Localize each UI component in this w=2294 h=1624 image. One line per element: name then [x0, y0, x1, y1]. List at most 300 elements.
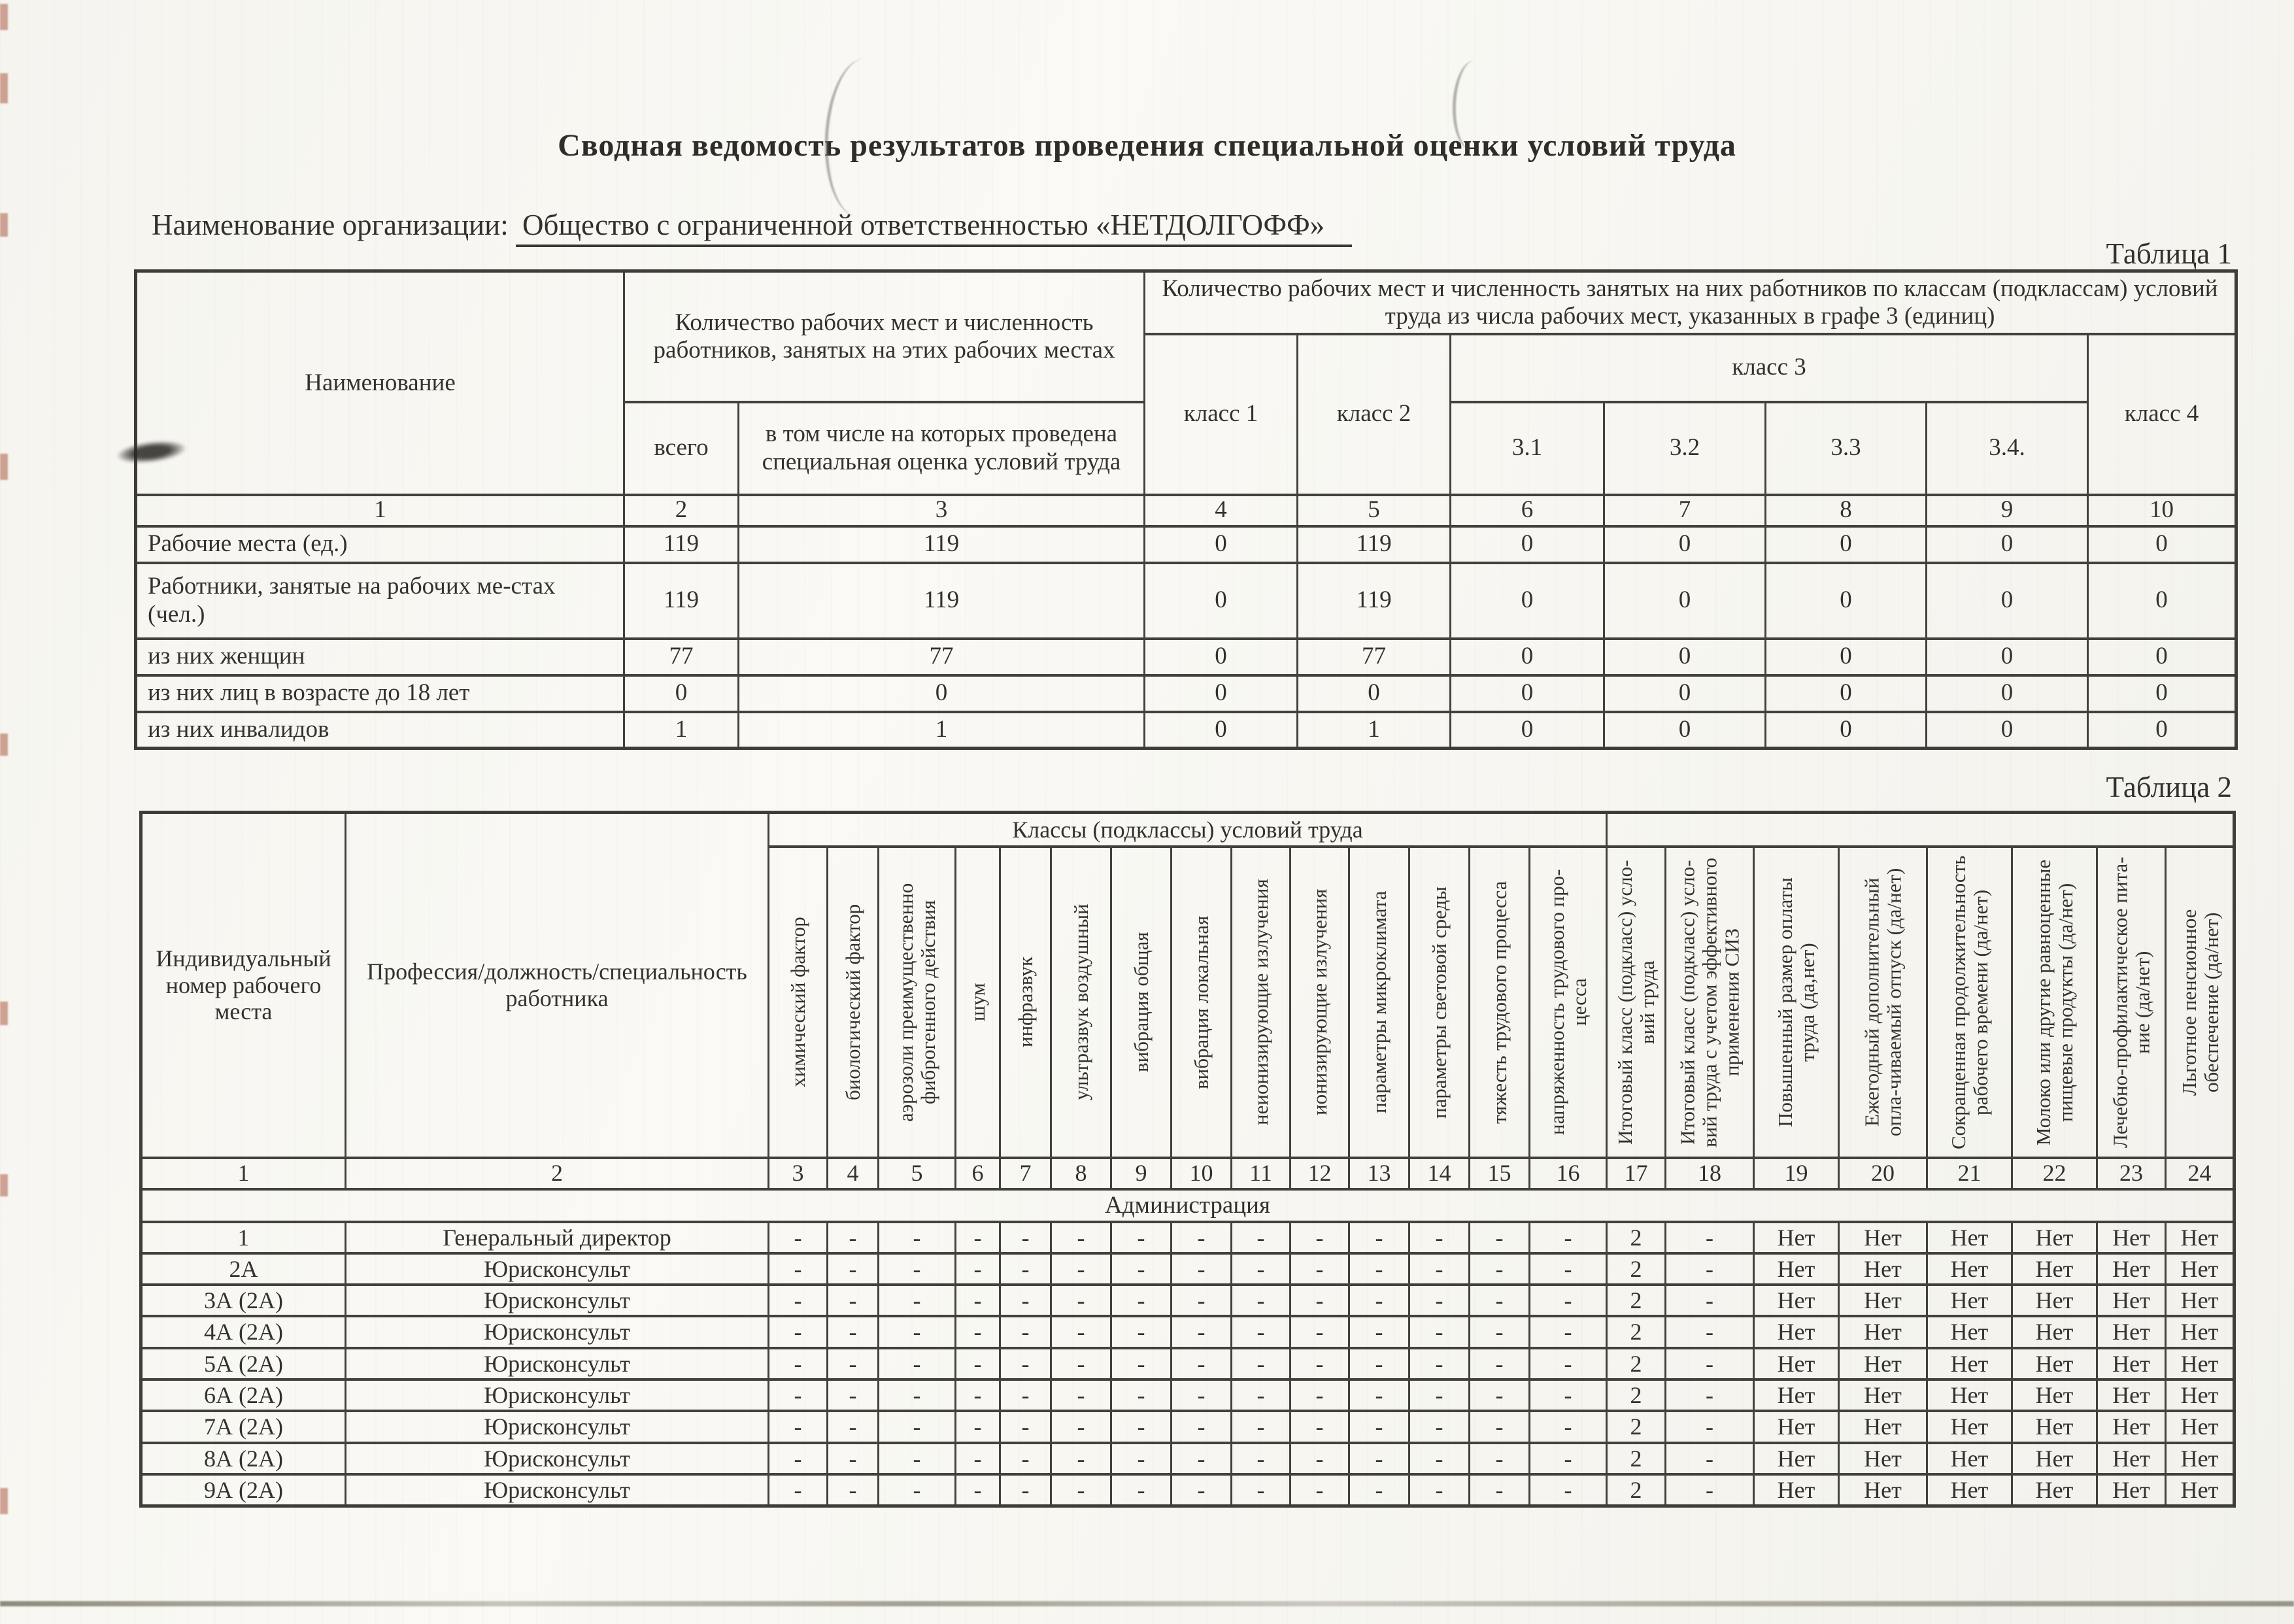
- count-value: 77: [1298, 639, 1451, 675]
- factor-value: -: [1111, 1411, 1172, 1442]
- benefit-value: Нет: [2012, 1379, 2097, 1411]
- benefit-value: Нет: [1927, 1379, 2012, 1411]
- count-value: 0: [1604, 639, 1766, 675]
- column-number: 4: [1145, 495, 1298, 526]
- scan-fold-line-artifact: [0, 1601, 2294, 1606]
- workplace-number: 6А (2А): [141, 1379, 346, 1411]
- factor-value: -: [1111, 1443, 1172, 1474]
- column-number: 2: [624, 495, 739, 526]
- factor-value: -: [1290, 1474, 1349, 1506]
- column-number: 20: [1839, 1158, 1927, 1189]
- factor-column-header: аэрозоли преимущественно фиброгенного действия: [879, 847, 956, 1158]
- count-value: 0: [1145, 639, 1298, 675]
- benefit-value: Нет: [2012, 1222, 2097, 1253]
- benefit-value: Нет: [2166, 1348, 2235, 1379]
- scan-edge-mark-artifact: [0, 213, 8, 237]
- factor-value: -: [1409, 1411, 1470, 1442]
- count-value: 119: [1298, 563, 1451, 639]
- column-number: 24: [2166, 1158, 2235, 1189]
- organization-line: [152, 208, 1352, 242]
- benefit-value: Нет: [1927, 1348, 2012, 1379]
- table2-data-row: [141, 1222, 2235, 1253]
- table2-column-numbers-row: [141, 1158, 2235, 1189]
- organization-label: Наименование организации:: [152, 209, 509, 241]
- factor-value: -: [956, 1443, 1000, 1474]
- column-number: 8: [1766, 495, 1927, 526]
- column-number: 9: [1927, 495, 2088, 526]
- benefit-value: Нет: [1839, 1443, 1927, 1474]
- benefit-value: Нет: [2097, 1474, 2166, 1506]
- factor-value: -: [769, 1348, 828, 1379]
- factor-value: -: [956, 1222, 1000, 1253]
- factor-value: -: [1172, 1443, 1232, 1474]
- count-value: 0: [1766, 712, 1927, 749]
- factor-value: -: [1290, 1253, 1349, 1285]
- final-class-value: 2: [1607, 1411, 1666, 1442]
- factor-value: -: [956, 1316, 1000, 1347]
- table1-data-row: [136, 712, 2236, 749]
- factor-value: -: [769, 1253, 828, 1285]
- benefit-value: Нет: [1839, 1379, 1927, 1411]
- factor-value: -: [1290, 1222, 1349, 1253]
- column-number: 3: [769, 1158, 828, 1189]
- factor-value: -: [1000, 1411, 1051, 1442]
- factor-value: -: [1000, 1253, 1051, 1285]
- column-number: 2: [346, 1158, 769, 1189]
- benefit-value: Нет: [2166, 1253, 2235, 1285]
- benefit-value: Нет: [1927, 1443, 2012, 1474]
- factor-column-header: химический фактор: [769, 847, 828, 1158]
- factor-value: -: [1290, 1443, 1349, 1474]
- factor-value: -: [1172, 1348, 1232, 1379]
- column-number: 7: [1000, 1158, 1051, 1189]
- column-number: 1: [136, 495, 624, 526]
- factor-value: -: [1290, 1411, 1349, 1442]
- factor-value: -: [1530, 1253, 1607, 1285]
- column-number: 23: [2097, 1158, 2166, 1189]
- scan-edge-mark-artifact: [0, 1488, 8, 1514]
- benefit-value: Нет: [1754, 1411, 1839, 1442]
- benefit-value: Нет: [1927, 1411, 2012, 1442]
- column-number: 8: [1051, 1158, 1111, 1189]
- factor-value: -: [1409, 1348, 1470, 1379]
- benefit-value: Нет: [1754, 1253, 1839, 1285]
- t1-header-class4: класс 4: [2088, 334, 2236, 495]
- factor-column-header: неионизирующие излучения: [1232, 847, 1290, 1158]
- count-value: 0: [1766, 675, 1927, 712]
- factor-value: -: [1172, 1285, 1232, 1316]
- table1-data-row: [136, 563, 2236, 639]
- factor-column-header: инфразвук: [1000, 847, 1051, 1158]
- factor-value: -: [1172, 1316, 1232, 1347]
- factor-column-header: вибрация общая: [1111, 847, 1172, 1158]
- pen-stroke-artifact: [821, 56, 872, 216]
- count-value: 119: [739, 563, 1145, 639]
- benefit-value: Нет: [1839, 1411, 1927, 1442]
- factor-value: -: [1172, 1379, 1232, 1411]
- benefit-value: Нет: [1839, 1222, 1927, 1253]
- final-class-siz-value: -: [1666, 1379, 1754, 1411]
- t1-header-class3: класс 3: [1451, 334, 2088, 402]
- factor-value: -: [1290, 1285, 1349, 1316]
- factor-value: -: [1051, 1316, 1111, 1347]
- workplace-number: 7А (2А): [141, 1411, 346, 1442]
- factor-value: -: [879, 1253, 956, 1285]
- benefit-value: Нет: [1754, 1348, 1839, 1379]
- benefit-value: Нет: [2097, 1348, 2166, 1379]
- count-value: 0: [1145, 712, 1298, 749]
- table1-header-row-1: [136, 271, 2236, 334]
- count-value: 0: [1927, 712, 2088, 749]
- profession-name: Юрисконсульт: [346, 1253, 769, 1285]
- factor-value: -: [879, 1379, 956, 1411]
- factor-value: -: [828, 1316, 879, 1347]
- column-number: 18: [1666, 1158, 1754, 1189]
- table2-caption: Таблица 2: [2106, 771, 2232, 804]
- factor-value: -: [1349, 1474, 1409, 1506]
- factor-value: -: [879, 1316, 956, 1347]
- table1-data-row: [136, 639, 2236, 675]
- count-value: 0: [1451, 639, 1604, 675]
- column-number: 12: [1290, 1158, 1349, 1189]
- final-class-value: 2: [1607, 1285, 1666, 1316]
- table1-data-row: [136, 526, 2236, 563]
- factor-value: -: [1530, 1222, 1607, 1253]
- column-number: 9: [1111, 1158, 1172, 1189]
- factor-value: -: [1000, 1379, 1051, 1411]
- factor-column-header: параметры световой среды: [1409, 847, 1470, 1158]
- workplace-number: 1: [141, 1222, 346, 1253]
- count-value: 0: [1927, 675, 2088, 712]
- factor-value: -: [1111, 1285, 1172, 1316]
- document-title: Сводная ведомость результатов проведения специальной оценки условий труда: [558, 128, 1736, 163]
- factor-value: -: [1409, 1222, 1470, 1253]
- benefit-value: Нет: [2012, 1474, 2097, 1506]
- profession-name: Юрисконсульт: [346, 1379, 769, 1411]
- count-value: 119: [739, 526, 1145, 563]
- factor-value: -: [1409, 1474, 1470, 1506]
- t1-header-sub-3-1: 3.1: [1451, 402, 1604, 495]
- factor-value: -: [1000, 1285, 1051, 1316]
- column-number: 4: [828, 1158, 879, 1189]
- count-value: 77: [739, 639, 1145, 675]
- factor-value: -: [769, 1379, 828, 1411]
- factor-value: -: [1530, 1348, 1607, 1379]
- factor-value: -: [1051, 1285, 1111, 1316]
- final-class-value: 2: [1607, 1443, 1666, 1474]
- factor-value: -: [1470, 1379, 1530, 1411]
- factor-value: -: [1290, 1379, 1349, 1411]
- column-number: 5: [879, 1158, 956, 1189]
- result-column-header: Молоко или другие равноценные пищевые продукты (да/нет): [2012, 847, 2097, 1158]
- final-class-siz-value: -: [1666, 1443, 1754, 1474]
- count-value: 0: [2088, 712, 2236, 749]
- factor-value: -: [879, 1443, 956, 1474]
- table2-section-row: [141, 1189, 2235, 1222]
- t1-header-sub-3-2: 3.2: [1604, 402, 1766, 495]
- benefit-value: Нет: [2097, 1411, 2166, 1442]
- final-class-value: 2: [1607, 1222, 1666, 1253]
- result-column-header: Итоговый класс (подкласс) усло-вий труда: [1607, 847, 1666, 1158]
- count-value: 1: [624, 712, 739, 749]
- column-number: 22: [2012, 1158, 2097, 1189]
- benefit-value: Нет: [2097, 1443, 2166, 1474]
- workplace-number: 3А (2А): [141, 1285, 346, 1316]
- count-value: 0: [1451, 526, 1604, 563]
- factor-value: -: [1470, 1316, 1530, 1347]
- row-label: из них лиц в возрасте до 18 лет: [136, 675, 624, 712]
- count-value: 0: [1927, 563, 2088, 639]
- benefit-value: Нет: [1754, 1222, 1839, 1253]
- factor-value: -: [1530, 1411, 1607, 1442]
- benefit-value: Нет: [1927, 1316, 2012, 1347]
- benefit-value: Нет: [2097, 1379, 2166, 1411]
- t2-header-classes-group: Классы (подклассы) условий труда: [769, 813, 1607, 847]
- count-value: 0: [2088, 675, 2236, 712]
- column-number: 1: [141, 1158, 346, 1189]
- column-number: 6: [956, 1158, 1000, 1189]
- table1-caption: Таблица 1: [2106, 237, 2232, 270]
- factor-value: -: [1172, 1411, 1232, 1442]
- factor-column-header: тяжесть трудового процесса: [1470, 847, 1530, 1158]
- factor-column-header: вибрация локальная: [1172, 847, 1232, 1158]
- count-value: 0: [1927, 639, 2088, 675]
- row-label: из них женщин: [136, 639, 624, 675]
- factor-value: -: [1172, 1253, 1232, 1285]
- factor-value: -: [1232, 1348, 1290, 1379]
- table2-data-row: [141, 1316, 2235, 1347]
- result-column-header: Ежегодный дополнительный опла-чиваемый отпуск (да/нет): [1839, 847, 1927, 1158]
- factor-value: -: [1232, 1379, 1290, 1411]
- column-number: 10: [1172, 1158, 1232, 1189]
- factor-column-header: напряженность трудового про-цесса: [1530, 847, 1607, 1158]
- factor-value: -: [1051, 1222, 1111, 1253]
- table2-data-row: [141, 1285, 2235, 1316]
- factor-value: -: [1409, 1253, 1470, 1285]
- count-value: 0: [1451, 563, 1604, 639]
- factor-value: -: [1409, 1285, 1470, 1316]
- benefit-value: Нет: [1754, 1474, 1839, 1506]
- column-number: 7: [1604, 495, 1766, 526]
- benefit-value: Нет: [2012, 1443, 2097, 1474]
- column-number: 21: [1927, 1158, 2012, 1189]
- factor-value: -: [1530, 1379, 1607, 1411]
- factor-column-header: шум: [956, 847, 1000, 1158]
- t1-header-total: всего: [624, 402, 739, 495]
- factor-value: -: [769, 1411, 828, 1442]
- count-value: 119: [624, 563, 739, 639]
- column-number: 3: [739, 495, 1145, 526]
- benefit-value: Нет: [2166, 1222, 2235, 1253]
- count-value: 0: [1766, 639, 1927, 675]
- benefit-value: Нет: [2166, 1474, 2235, 1506]
- factor-value: -: [1051, 1443, 1111, 1474]
- factor-column-header: биологический фактор: [828, 847, 879, 1158]
- result-column-header: Лечебно-профилактическое пита-ние (да/нет): [2097, 847, 2166, 1158]
- workplace-number: 2А: [141, 1253, 346, 1285]
- factor-value: -: [1349, 1443, 1409, 1474]
- benefit-value: Нет: [2012, 1348, 2097, 1379]
- column-number: 16: [1530, 1158, 1607, 1189]
- final-class-value: 2: [1607, 1316, 1666, 1347]
- benefit-value: Нет: [2097, 1222, 2166, 1253]
- table2-data-row: [141, 1253, 2235, 1285]
- count-value: 1: [1298, 712, 1451, 749]
- factor-value: -: [1051, 1411, 1111, 1442]
- final-class-value: 2: [1607, 1348, 1666, 1379]
- benefit-value: Нет: [1927, 1253, 2012, 1285]
- column-number: 14: [1409, 1158, 1470, 1189]
- column-number: 15: [1470, 1158, 1530, 1189]
- factor-value: -: [1530, 1285, 1607, 1316]
- row-label: Работники, занятые на рабочих ме-стах (чел.): [136, 563, 624, 639]
- factor-value: -: [1111, 1222, 1172, 1253]
- factor-value: -: [1470, 1474, 1530, 1506]
- benefit-value: Нет: [2012, 1285, 2097, 1316]
- factor-value: -: [1349, 1411, 1409, 1442]
- benefit-value: Нет: [1754, 1285, 1839, 1316]
- factor-value: -: [1232, 1222, 1290, 1253]
- factor-value: -: [1000, 1316, 1051, 1347]
- factor-value: -: [1349, 1316, 1409, 1347]
- benefit-value: Нет: [1927, 1285, 2012, 1316]
- benefit-value: Нет: [2012, 1411, 2097, 1442]
- workplace-number: 4А (2А): [141, 1316, 346, 1347]
- factor-value: -: [1470, 1348, 1530, 1379]
- count-value: 0: [1604, 563, 1766, 639]
- table2-header-row-1: [141, 813, 2235, 847]
- benefit-value: Нет: [1839, 1316, 1927, 1347]
- benefit-value: Нет: [1839, 1285, 1927, 1316]
- factor-value: -: [1530, 1443, 1607, 1474]
- factor-value: -: [1530, 1474, 1607, 1506]
- scan-edge-mark-artifact: [0, 454, 8, 480]
- benefit-value: Нет: [1927, 1222, 2012, 1253]
- t1-header-class1: класс 1: [1145, 334, 1298, 495]
- factor-value: -: [1470, 1411, 1530, 1442]
- t2-header-top-spacer: [1607, 813, 2235, 847]
- factor-value: -: [1232, 1285, 1290, 1316]
- final-class-value: 2: [1607, 1379, 1666, 1411]
- factor-value: -: [1051, 1379, 1111, 1411]
- final-class-siz-value: -: [1666, 1474, 1754, 1506]
- table2-data-row: [141, 1411, 2235, 1442]
- scan-edge-mark-artifact: [0, 734, 8, 756]
- benefit-value: Нет: [2097, 1253, 2166, 1285]
- benefit-value: Нет: [2166, 1285, 2235, 1316]
- factor-value: -: [1232, 1316, 1290, 1347]
- scan-edge-mark-artifact: [0, 1174, 8, 1196]
- factor-value: -: [879, 1474, 956, 1506]
- factor-value: -: [828, 1222, 879, 1253]
- workplace-number: 9А (2А): [141, 1474, 346, 1506]
- table2-data-row: [141, 1379, 2235, 1411]
- factor-value: -: [1111, 1474, 1172, 1506]
- workplace-number: 8А (2А): [141, 1443, 346, 1474]
- count-value: 0: [1766, 526, 1927, 563]
- column-number: 19: [1754, 1158, 1839, 1189]
- benefit-value: Нет: [2097, 1285, 2166, 1316]
- t2-header-workplace-number: Индивидуальный номер рабочего места: [141, 813, 346, 1158]
- factor-value: -: [956, 1379, 1000, 1411]
- t2-header-profession: Профессия/должность/специальность работника: [346, 813, 769, 1158]
- factor-value: -: [1470, 1285, 1530, 1316]
- count-value: 0: [1927, 526, 2088, 563]
- factor-value: -: [828, 1474, 879, 1506]
- factor-value: -: [1470, 1443, 1530, 1474]
- factor-column-header: ультразвук воздушный: [1051, 847, 1111, 1158]
- row-label: из них инвалидов: [136, 712, 624, 749]
- profession-name: Юрисконсульт: [346, 1316, 769, 1347]
- row-label: Рабочие места (ед.): [136, 526, 624, 563]
- count-value: 0: [1145, 675, 1298, 712]
- count-value: 0: [739, 675, 1145, 712]
- benefit-value: Нет: [1927, 1474, 2012, 1506]
- factor-value: -: [828, 1443, 879, 1474]
- factor-value: -: [828, 1379, 879, 1411]
- factor-value: -: [1000, 1348, 1051, 1379]
- factor-value: -: [1232, 1253, 1290, 1285]
- column-number: 17: [1607, 1158, 1666, 1189]
- factor-value: -: [769, 1443, 828, 1474]
- t1-header-name: Наименование: [136, 271, 624, 495]
- column-number: 6: [1451, 495, 1604, 526]
- count-value: 0: [1298, 675, 1451, 712]
- factor-value: -: [956, 1474, 1000, 1506]
- table1-summary-counts: [134, 269, 2238, 750]
- factor-value: -: [1409, 1379, 1470, 1411]
- column-number: 13: [1349, 1158, 1409, 1189]
- factor-value: -: [1349, 1253, 1409, 1285]
- factor-value: -: [1349, 1348, 1409, 1379]
- factor-value: -: [1349, 1379, 1409, 1411]
- benefit-value: Нет: [2166, 1411, 2235, 1442]
- benefit-value: Нет: [1839, 1253, 1927, 1285]
- factor-value: -: [1290, 1348, 1349, 1379]
- factor-value: -: [956, 1253, 1000, 1285]
- factor-value: -: [828, 1253, 879, 1285]
- table2-data-row: [141, 1474, 2235, 1506]
- profession-name: Генеральный директор: [346, 1222, 769, 1253]
- organization-name: Общество с ограниченной ответственностью «НЕТДОЛГОФФ»: [516, 209, 1352, 247]
- table1-data-row: [136, 675, 2236, 712]
- profession-name: Юрисконсульт: [346, 1348, 769, 1379]
- final-class-siz-value: -: [1666, 1253, 1754, 1285]
- profession-name: Юрисконсульт: [346, 1411, 769, 1442]
- factor-value: -: [1051, 1474, 1111, 1506]
- factor-value: -: [956, 1285, 1000, 1316]
- column-number: 11: [1232, 1158, 1290, 1189]
- factor-value: -: [1232, 1411, 1290, 1442]
- factor-value: -: [828, 1285, 879, 1316]
- result-column-header: Повышенный размер оплаты труда (да,нет): [1754, 847, 1839, 1158]
- factor-value: -: [956, 1348, 1000, 1379]
- benefit-value: Нет: [1839, 1474, 1927, 1506]
- benefit-value: Нет: [1754, 1443, 1839, 1474]
- final-class-siz-value: -: [1666, 1285, 1754, 1316]
- workplace-number: 5А (2А): [141, 1348, 346, 1379]
- factor-value: -: [879, 1348, 956, 1379]
- section-title: Администрация: [141, 1189, 2235, 1222]
- table1-column-numbers-row: [136, 495, 2236, 526]
- factor-column-header: параметры микроклимата: [1349, 847, 1409, 1158]
- factor-value: -: [1051, 1253, 1111, 1285]
- t1-header-group-right: Количество рабочих мест и численность занятых на них работников по классам (подклассам) условий труда из числа рабочих мест, указанных в графе 3 (единиц): [1145, 271, 2236, 334]
- factor-value: -: [828, 1348, 879, 1379]
- result-column-header: Сокращенная продолжительность рабочего времени (да/нет): [1927, 847, 2012, 1158]
- factor-value: -: [1409, 1443, 1470, 1474]
- factor-value: -: [828, 1411, 879, 1442]
